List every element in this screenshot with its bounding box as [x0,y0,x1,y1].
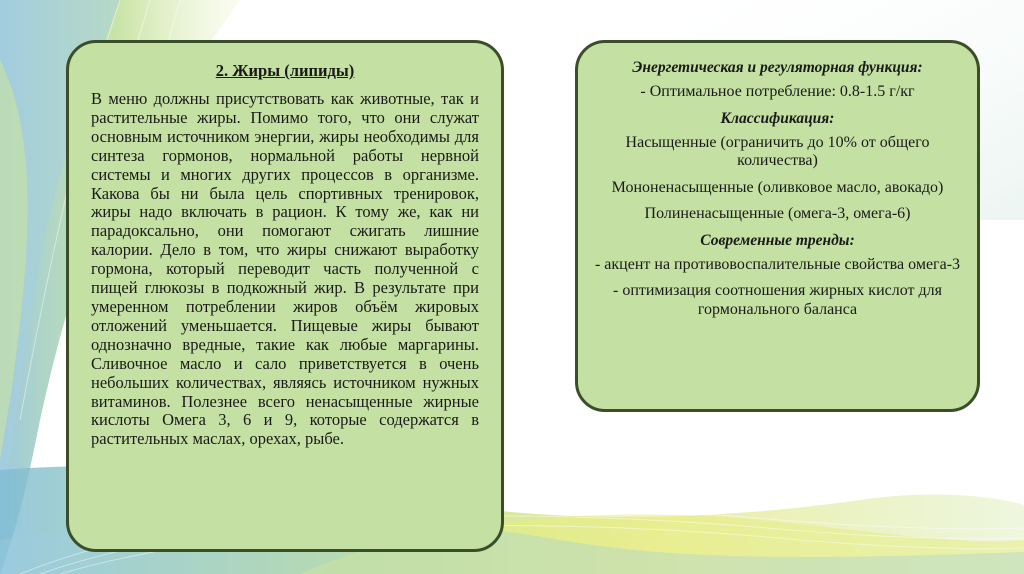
monounsaturated-fats-text: Мононенасыщенные (оливковое масло, авокадо) [611,178,944,196]
optimal-intake-text: - Оптимальное потребление: 0.8-1.5 г/кг [640,83,915,100]
fats-description-card [66,40,504,552]
trends-heading: Современные тренды: [700,231,855,249]
saturated-fats-text: Насыщенные (ограничить до 10% от общего количества) [625,133,930,169]
section-title: 2. Жиры (липиды) [215,61,355,80]
fats-summary-card [575,40,980,412]
classification-heading: Классификация: [720,109,835,127]
section-body-text: В меню должны присутствовать как животные, так и растительные жиры. Помимо того, что они служат основным источником энергии, жиры необходимы для синтеза гормонов, нормальной работы нервной системы и многих других процессов в организме. Какова бы ни была цель спортивных тренировок, жиры надо включать в рацион. К тому же, как ни парадоксально, они помогают сжигать лишние калории. Дело в том, что жиры снижают выработку гормона, который переводит часть полученной с пищей глюкозы в подкожный жир. В результате при умеренном потреблении жиров объём жировых отложений уменьшается. Пищевые жиры бывают однозначно вредные, такие как любые маргарины. Сливочное масло и сало приветствуется в очень небольших количествах, являясь источником нужных витаминов. Полезнее всего ненасыщенные жирные кислоты Омега 3, 6 и 9, которые содержатся в растительных маслах, орехах, рыбе. [91,89,479,449]
trend-item-1: - акцент на противовоспалительные свойства омега-3 [594,255,961,273]
function-heading: Энергетическая и регуляторная функция: [632,59,923,76]
polyunsaturated-fats-text: Полиненасыщенные (омега-3, омега-6) [644,205,911,222]
trend-item-2: - оптимизация соотношения жирных кислот для гормонального баланса [612,282,942,318]
